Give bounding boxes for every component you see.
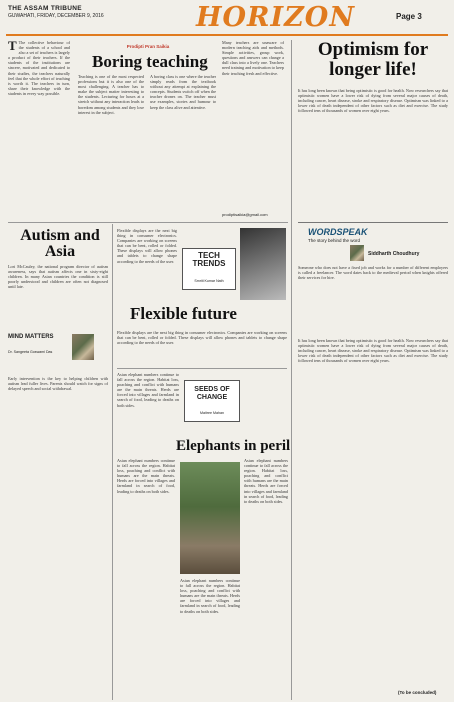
boring-col-1 — [8, 40, 70, 220]
tech-text-1: Flexible displays are the next big thing in consumer electronics. Companies are working on screens that can be bent, rolled or folded. These displays will allow phones and tablets to change shape according to the needs of the user. — [117, 228, 177, 264]
elephants-text-2: Asian elephant numbers continue to fall across the region. Habitat loss, poaching and conflict with humans are the main threats. Herds are forced into villages and farmland in search of food, leading to deaths on both sides. — [117, 458, 175, 494]
masthead-rule — [6, 34, 448, 36]
section-divider — [117, 368, 287, 369]
elephants-text-4: Asian elephant numbers continue to fall across the region. Habitat loss, poaching and conflict with humans are the main threats. Herds are forced into villages and farmland in search of food, leading to deaths on both sides. — [244, 458, 288, 504]
wordspeak-subtitle: The story behind the word — [308, 238, 361, 243]
optimism-body-cont — [298, 338, 448, 688]
boring-body-1: The collective behaviour of the students of a school and also a set of teachers is largely a product of their teachers. If the students of the institutions are sincere, motivated and dedicated to their studies, the teachers naturally feel that the whole effort of teaching is worth it. The teachers in turn, share their knowledge with the students in every way possible. — [8, 40, 70, 96]
boring-body-3: A boring class is one where the teacher simply reads from the textbook without any attempt at explaining the concepts. Students switch off when the teacher drones on. The teacher must use examples, stories and humour to keep the class alive and attentive. — [150, 74, 216, 110]
optimism-body — [298, 88, 448, 218]
date-line: GUWAHATI, FRIDAY, DECEMBER 9, 2016 — [8, 13, 104, 19]
optimism-text-cont: It has long been known that being optimistic is good for health. Now researchers say that optimistic women have a lower risk of dying from several major causes of death, including cancer, heart disease, stroke and respiratory disease. Optimism was linked to a lower risk of death independent of other factors such as diet and exercise. The study followed tens of thousands of women over eight years. — [298, 338, 448, 364]
elephants-headline: Elephants in peril — [176, 438, 291, 454]
tech-body-2 — [117, 330, 287, 366]
autism-text: Lori McCauley, the national program director of autism awareness, says that autism affects one in sixty-eight children. In many Asian countries the condition is still poorly understood and children are often not diagnosed until late. — [8, 264, 108, 290]
wordspeak-body — [298, 265, 448, 333]
tech-text-2: Flexible displays are the next big thing in consumer electronics. Companies are working on screens that can be bent, rolled or folded. These displays will allow phones and tablets to change shape according to the needs of the user. — [117, 330, 287, 346]
boring-headline: Boring teaching — [92, 52, 208, 71]
elephants-body-1 — [117, 372, 179, 436]
columnist-photo — [72, 334, 94, 360]
elephants-body-4 — [244, 458, 288, 696]
wordspeak-title: WORDSPEAK — [308, 227, 368, 237]
tech-trends-title: TECH TRENDS — [192, 251, 226, 268]
column-divider — [291, 40, 292, 700]
autism-headline: Autism and Asia — [20, 227, 100, 260]
wordspeak-author: Siddharth Choudhury — [368, 251, 420, 257]
boring-body-2: Teaching is one of the most respected professions but it is also one of the most challenging. A teacher has to make the subject matter interesting to the students. Lecturing for hours at a stretch without any interaction leads to boredom among students and they lose interest in the subject. — [78, 74, 144, 115]
mind-matters-box — [8, 334, 108, 374]
dropcap: T — [8, 40, 17, 53]
elephants-body-2 — [117, 458, 175, 700]
elephants-text-1: Asian elephant numbers continue to fall across the region. Habitat loss, poaching and conflict with humans are the main threats. Herds are forced into villages and farmland in search of food, leading to deaths on both sides. — [117, 372, 179, 408]
section-divider — [8, 222, 288, 223]
boring-contact: prodiptisaikia@gmail.com — [222, 212, 268, 217]
masthead — [0, 0, 454, 36]
boring-col-2 — [78, 74, 144, 220]
tech-trends-author: Smriti Kumar Nath — [194, 279, 224, 283]
seeds-title: SEEDS OF CHANGE — [194, 386, 230, 401]
boring-col-4 — [222, 40, 284, 210]
tech-headline: Flexible future — [130, 304, 237, 323]
optimism-text: It has long been known that being optimistic is good for health. Now researchers say that optimistic women have a lower risk of dying from several major causes of death, including cancer, heart disease, stroke and respiratory disease. Optimism was linked to a lower risk of death independent of other factors such as diet and exercise. The study followed tens of thousands of women over eight years. — [298, 88, 448, 114]
boring-body-4: Many teachers are unaware of modern teaching aids and methods. Simple activities, group work, questions and answers can change a dull class into a lively one. Teachers need training and motivation to keep their teaching fresh and effective. — [222, 40, 284, 76]
wordspeak-box — [298, 222, 448, 335]
tech-photo — [240, 228, 286, 300]
seeds-author: Maitree Mahan — [200, 411, 224, 415]
boring-byline: Prodipti Pran Saikia — [126, 44, 170, 49]
optimism-headline: Optimism for longer life! — [317, 39, 429, 80]
author-photo — [350, 245, 364, 261]
seeds-of-change-box — [184, 380, 240, 422]
boring-col-3 — [150, 74, 216, 220]
mind-matters-author: Dr. Sangeeta Goswami Das — [8, 350, 53, 354]
elephant-photo — [180, 462, 240, 574]
tech-body-1 — [117, 228, 177, 304]
section-title: HORIZON — [196, 2, 356, 33]
autism-body — [8, 264, 108, 332]
mind-matters-body — [8, 376, 108, 700]
mind-matters-title: MIND MATTERS — [8, 334, 54, 340]
page-number: Page 3 — [396, 12, 422, 21]
elephants-body-3 — [180, 578, 240, 696]
continued-note: (To be concluded) — [398, 690, 437, 695]
mind-matters-text: Early intervention is the key to helping children with autism lead fuller lives. Parents should watch for signs of delayed speech and social withdrawal. — [8, 376, 108, 392]
column-divider — [112, 224, 113, 700]
elephants-text-3: Asian elephant numbers continue to fall across the region. Habitat loss, poaching and conflict with humans are the main threats. Herds are forced into villages and farmland in search of food, leading to deaths on both sides. — [180, 578, 240, 614]
tech-trends-box — [182, 248, 236, 290]
paper-name: THE ASSAM TRIBUNE — [8, 5, 82, 12]
wordspeak-text: Someone who does not have a fixed job and works for a number of different employers is called a freelancer. The word dates back to the medieval period when knights offered their services for hire. — [298, 265, 448, 281]
